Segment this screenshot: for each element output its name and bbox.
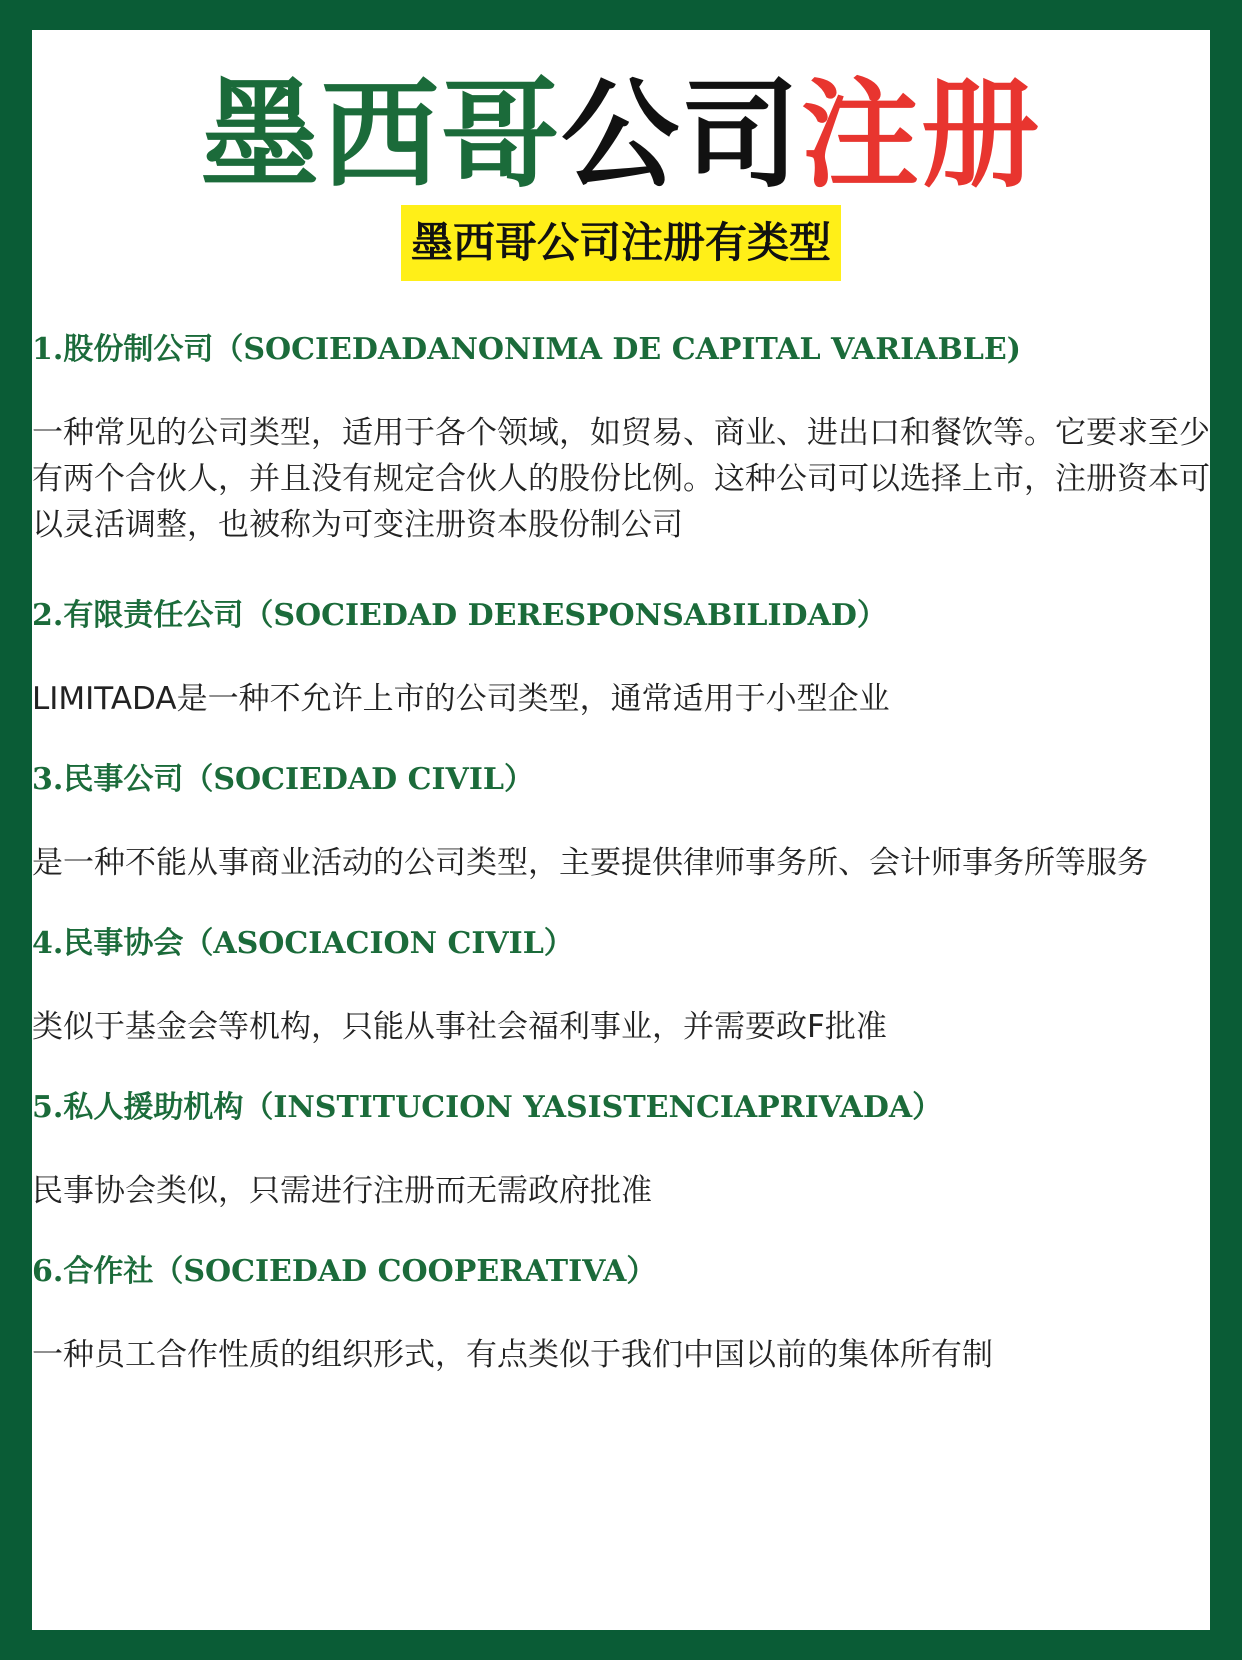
section-heading: 3.民事公司（SOCIEDAD CIVIL） <box>32 762 534 797</box>
section-text: 一种员工合作性质的组织形式，有点类似于我们中国以前的集体所有制 <box>32 1337 993 1373</box>
section-heading: 5.私人援助机构（INSTITUCION YASISTENCIAPRIVADA） <box>32 1090 943 1125</box>
section-heading: 4.民事协会（ASOCIACION CIVIL） <box>32 926 574 961</box>
section-heading: 6.合作社（SOCIEDAD COOPERATIVA） <box>32 1254 657 1289</box>
subtitle-wrap <box>32 205 1210 281</box>
subtitle-banner: 墨西哥公司注册有类型 <box>401 205 841 281</box>
section-heading: 1.股份制公司（SOCIEDADANONIMA DE CAPITAL VARIABLE) <box>32 332 1021 367</box>
section-text: LIMITADA是一种不允许上市的公司类型，通常适用于小型企业 <box>32 681 890 717</box>
title-part-country: 墨西哥 <box>200 66 561 204</box>
section-text: 民事协会类似，只需进行注册而无需政府批准 <box>32 1173 652 1209</box>
content-card <box>32 30 1210 1630</box>
title-part-registration: 注册 <box>801 66 1042 204</box>
section-heading: 2.有限责任公司（SOCIEDAD DERESPONSABILIDAD） <box>32 598 887 633</box>
section-text: 类似于基金会等机构，只能从事社会福利事业，并需要政F批准 <box>32 1009 887 1045</box>
section-text: 一种常见的公司类型，适用于各个领域，如贸易、商业、进出口和餐饮等。它要求至少有两个合伙人，并且没有规定合伙人的股份比例。这种公司可以选择上市，注册资本可以灵活调整，也被称为可变注册资本股份制公司 <box>32 415 1210 543</box>
sections-list <box>32 330 1210 1378</box>
section-text: 是一种不能从事商业活动的公司类型，主要提供律师事务所、会计师事务所等服务 <box>32 845 1148 881</box>
title-part-company: 公司 <box>560 66 801 204</box>
page-title <box>32 66 1210 204</box>
